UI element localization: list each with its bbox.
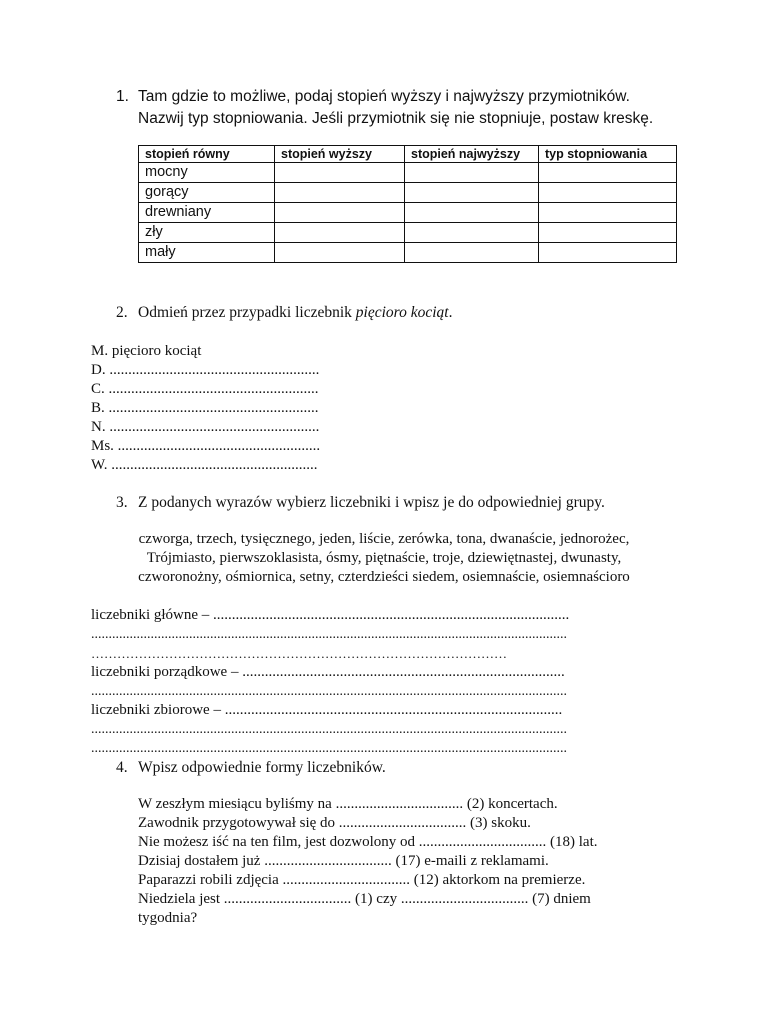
table-row <box>139 163 677 183</box>
exercise-2-prompt: Odmień przez przypadki liczebnik <box>138 304 356 321</box>
answer-cell[interactable] <box>275 223 405 243</box>
case-line[interactable]: C. ........................................................ <box>91 381 319 397</box>
answer-cell[interactable] <box>405 183 539 203</box>
answer-cell[interactable] <box>539 243 677 263</box>
answer-cell[interactable] <box>405 243 539 263</box>
header-positive: stopień równy <box>139 146 275 163</box>
answer-cell[interactable] <box>405 203 539 223</box>
answer-line-collective[interactable]: liczebniki zbiorowe – .......................................................................................... <box>91 702 563 718</box>
sentence[interactable]: Niedziela jest .................................. (1) czy .................................. (7) dniem <box>138 891 591 907</box>
word-bank-line: czworonożny, ośmiornica, setny, czterdzieści siedem, osiemnaście, osiemnaścioro <box>138 569 630 585</box>
exercise-1-instruction-line-1: Tam gdzie to możliwe, podaj stopień wyższy i najwyższy przymiotników. <box>138 88 630 105</box>
answer-line[interactable]: ........................................................................................................................................ <box>91 722 567 737</box>
exercise-2-phrase: pięcioro kociąt <box>355 304 449 321</box>
answer-cell[interactable] <box>405 163 539 183</box>
answer-cell[interactable] <box>275 203 405 223</box>
sentence[interactable]: W zeszłym miesiącu byliśmy na .................................. (2) koncertach. <box>138 796 558 812</box>
answer-line[interactable]: ........................................................................................................................................ <box>91 627 567 642</box>
answer-line-ordinal[interactable]: liczebniki porządkowe – ...................................................................................... <box>91 664 565 680</box>
exercise-1-instruction-line-2: Nazwij typ stopniowania. Jeśli przymiotnik się nie stopniuje, postaw kreskę. <box>138 110 654 127</box>
sentence[interactable]: Dzisiaj dostałem już .................................. (17) e-maili z reklamami. <box>138 853 549 869</box>
case-line[interactable]: W. ....................................................... <box>91 457 318 473</box>
adjective-cell: zły <box>139 223 275 243</box>
header-type: typ stopniowania <box>539 146 677 163</box>
word-bank-line: czworga, trzech, tysięcznego, jeden, liście, zerówka, tona, dwanaście, jednorożec, <box>138 531 630 547</box>
table-row <box>139 203 677 223</box>
answer-line[interactable]: …………………………………………………………………………………… <box>91 646 507 661</box>
exercise-4-instruction: Wpisz odpowiednie formy liczebników. <box>138 759 386 776</box>
answer-cell[interactable] <box>275 163 405 183</box>
exercise-1-number: 1. <box>116 88 129 105</box>
case-line[interactable]: D. ........................................................ <box>91 362 320 378</box>
case-line[interactable]: B. ........................................................ <box>91 400 319 416</box>
case-line[interactable]: Ms. ...................................................... <box>91 438 321 454</box>
exercise-2-prompt-end: . <box>448 304 453 321</box>
exercise-4-number: 4. <box>116 759 128 776</box>
answer-cell[interactable] <box>539 183 677 203</box>
answer-cell[interactable] <box>275 243 405 263</box>
sentence[interactable]: Zawodnik przygotowywał się do .................................. (3) skoku. <box>138 815 531 831</box>
adjective-cell: mocny <box>139 163 275 183</box>
table-row <box>139 183 677 203</box>
adjective-cell: drewniany <box>139 203 275 223</box>
comparison-table <box>138 145 677 263</box>
word-bank-line: Trójmiasto, pierwszoklasista, ósmy, piętnaście, troje, dziewiętnastej, dwunasty, <box>146 550 622 566</box>
header-superlative: stopień najwyższy <box>405 146 539 163</box>
adjective-cell: mały <box>139 243 275 263</box>
case-line[interactable]: N. ........................................................ <box>91 419 320 435</box>
answer-line-cardinal[interactable]: liczebniki główne – ............................................................................................... <box>91 607 570 623</box>
case-line: M. pięcioro kociąt <box>91 343 202 359</box>
answer-cell[interactable] <box>539 163 677 183</box>
table-row <box>139 243 677 263</box>
exercise-2-instruction <box>138 303 452 322</box>
answer-cell[interactable] <box>405 223 539 243</box>
answer-cell[interactable] <box>539 223 677 243</box>
sentence[interactable]: Paparazzi robili zdjęcia .................................. (12) aktorkom na premierze. <box>138 872 586 888</box>
sentence[interactable]: Nie możesz iść na ten film, jest dozwolony od .................................. (18) lat. <box>138 834 598 850</box>
exercise-3-instruction: Z podanych wyrazów wybierz liczebniki i wpisz je do odpowiedniej grupy. <box>138 494 605 511</box>
table-row <box>139 223 677 243</box>
table-header-row <box>139 146 677 163</box>
answer-cell[interactable] <box>539 203 677 223</box>
answer-line[interactable]: ........................................................................................................................................ <box>91 684 567 699</box>
answer-cell[interactable] <box>275 183 405 203</box>
answer-line[interactable]: ........................................................................................................................................ <box>91 741 567 756</box>
exercise-2-number: 2. <box>116 304 128 321</box>
header-comparative: stopień wyższy <box>275 146 405 163</box>
sentence: tygodnia? <box>138 910 198 926</box>
adjective-cell: gorący <box>139 183 275 203</box>
exercise-3-number: 3. <box>116 494 128 511</box>
